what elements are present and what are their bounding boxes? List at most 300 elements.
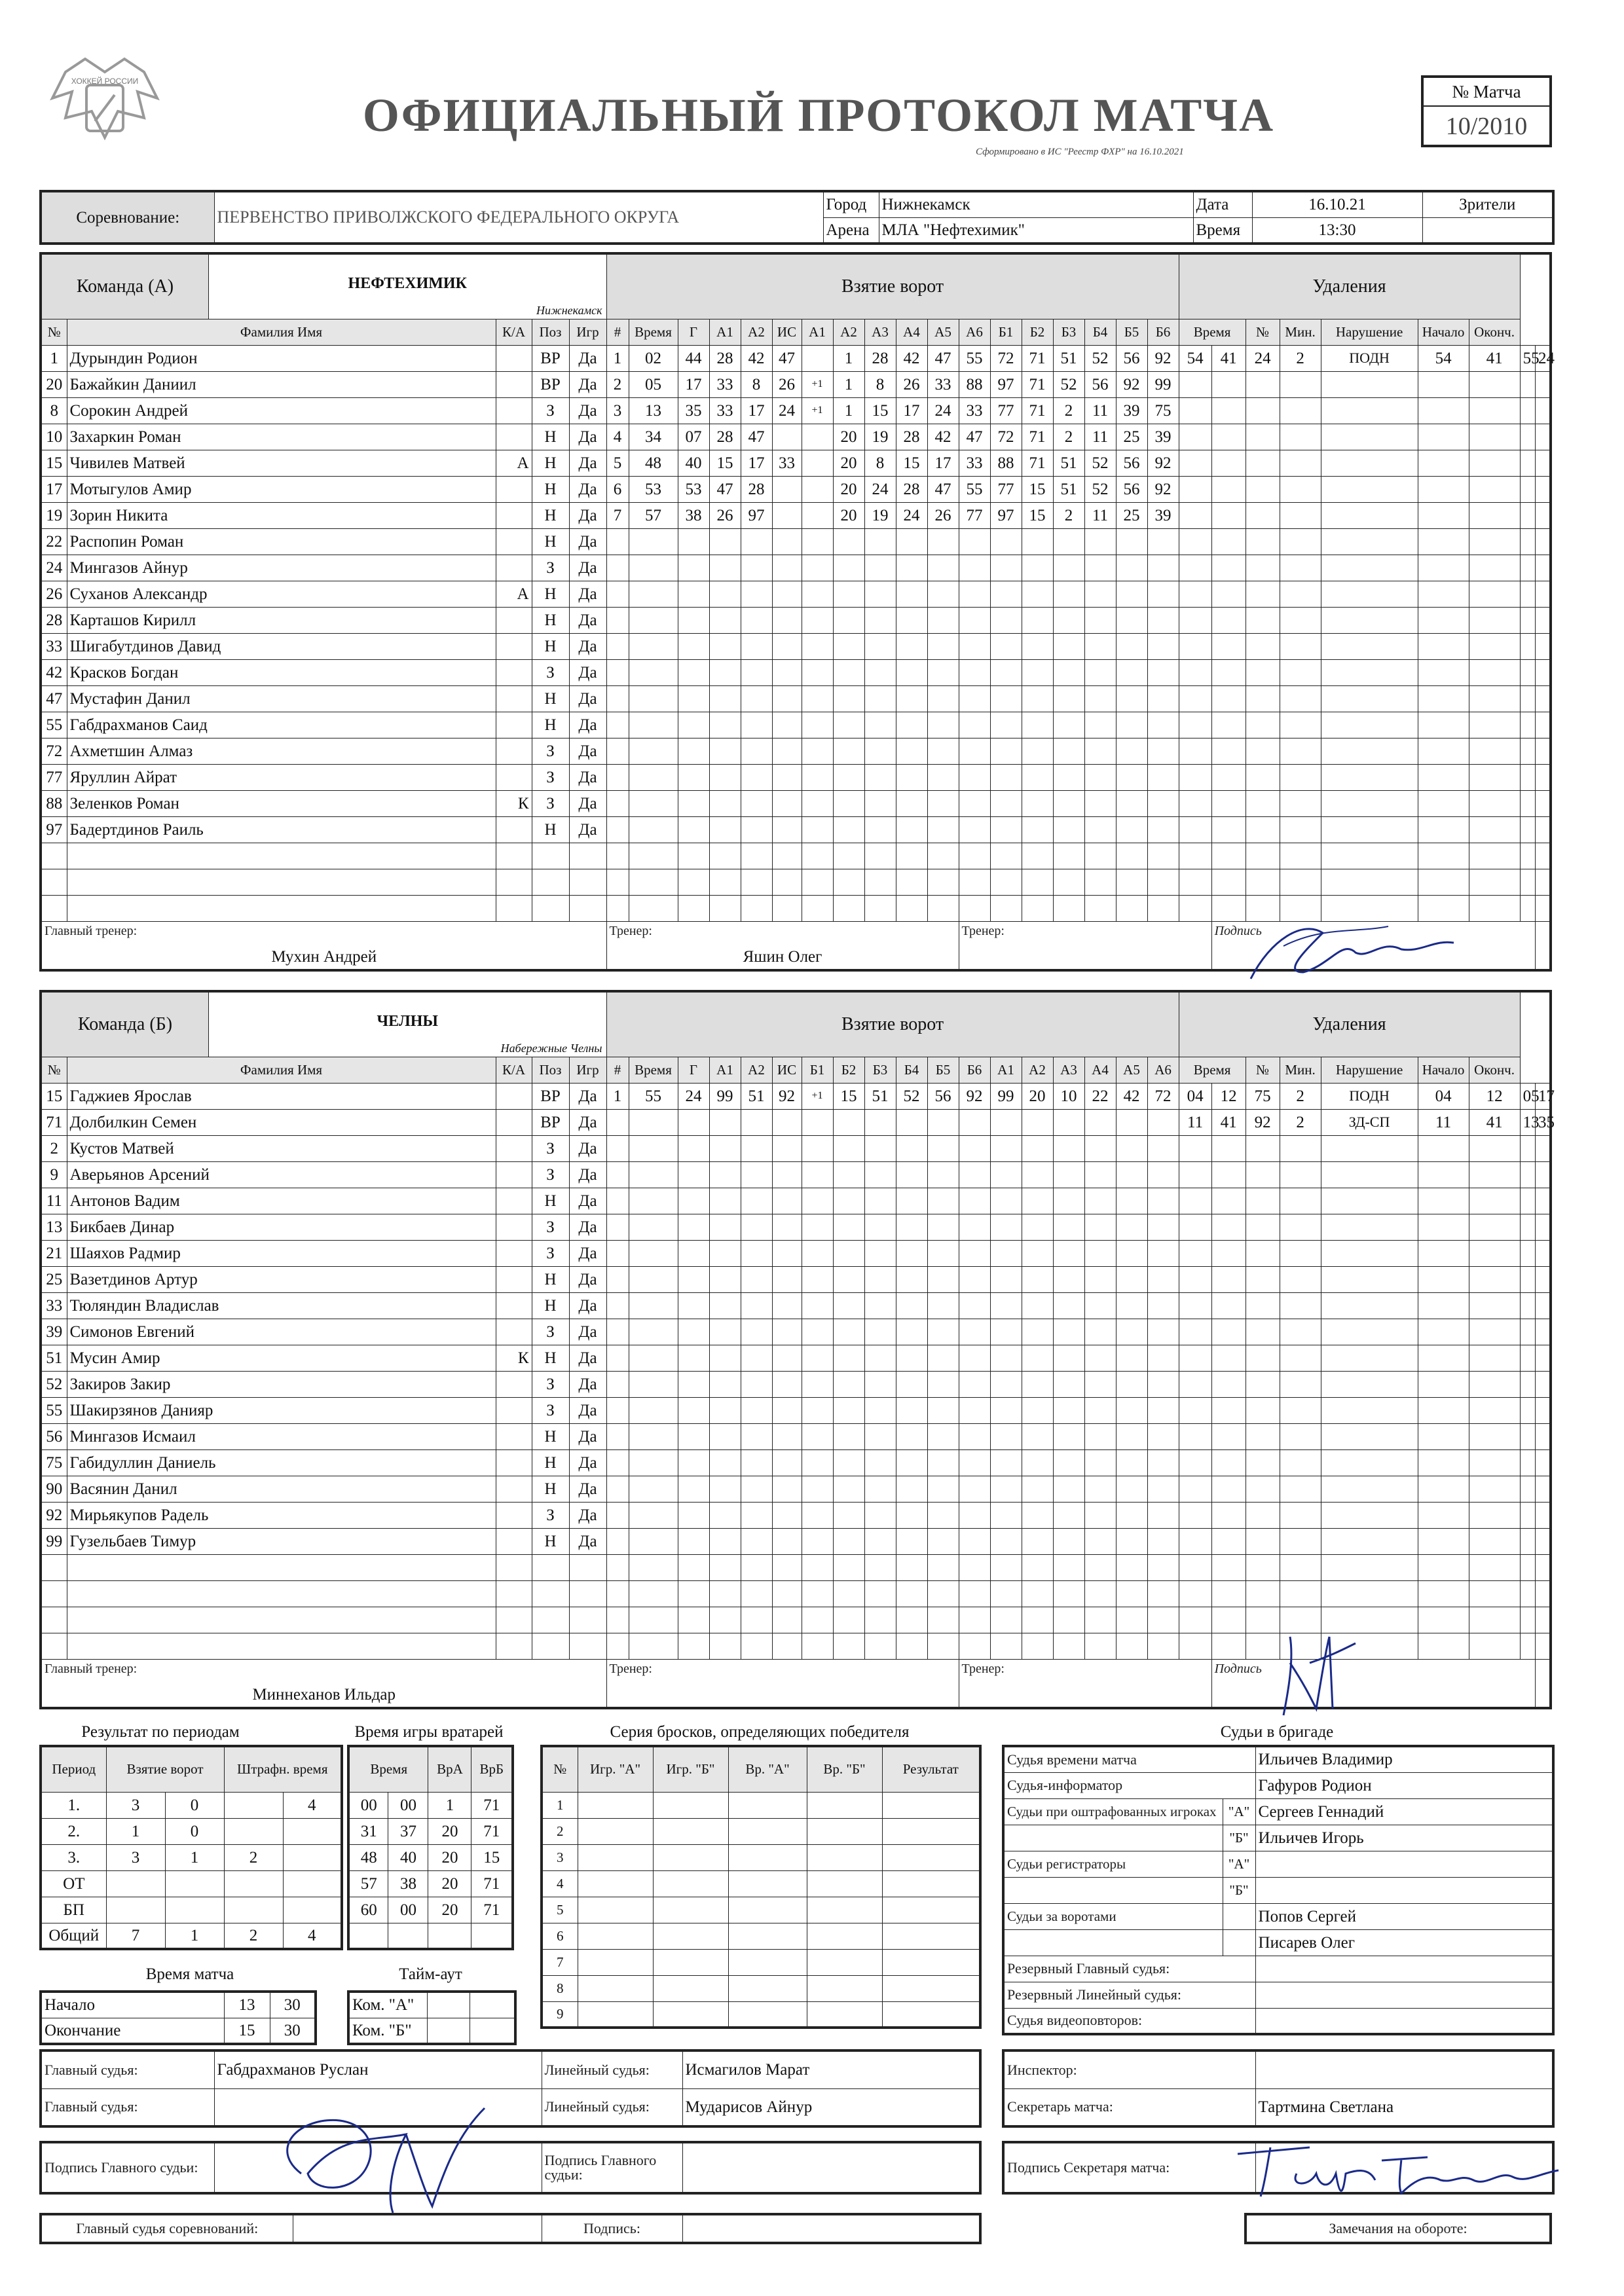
penalty-cell-empty <box>1246 1397 1280 1423</box>
shootout-cell <box>882 1949 980 1975</box>
goal-cell: 97 <box>990 502 1022 528</box>
goal-cell-empty <box>990 1580 1022 1607</box>
player-number: 97 <box>41 816 67 843</box>
goal-cell-empty <box>629 1188 678 1214</box>
team-label-cell <box>41 991 606 1057</box>
timeout-title: Тайм-аут <box>399 1965 462 1983</box>
shootout-cell <box>653 1818 728 1844</box>
goal-cell-empty <box>1116 1397 1147 1423</box>
goal-cell-empty <box>990 712 1022 738</box>
goal-cell-empty <box>990 555 1022 581</box>
goal-cell-empty <box>606 1423 629 1449</box>
signature-main-referee <box>262 2095 524 2219</box>
goal-cell-empty <box>772 607 802 633</box>
shootout-cell <box>882 1923 980 1949</box>
goal-cell-empty <box>1116 1449 1147 1476</box>
penalty-cell-empty <box>1469 1633 1520 1659</box>
player-played: Да <box>569 633 606 659</box>
coach-label: Тренер: <box>609 923 652 938</box>
goal-cell-empty <box>606 1502 629 1528</box>
penalty-cell-empty <box>1179 1319 1211 1345</box>
penalty-cell-empty <box>1418 607 1469 633</box>
referee-name <box>1255 1877 1553 1903</box>
player-played: Да <box>569 764 606 790</box>
player-name: Антонов Вадим <box>67 1188 496 1214</box>
penalty-cell-empty <box>1520 581 1535 607</box>
goal-cell-empty <box>678 1502 709 1528</box>
goal-cell: 55 <box>959 345 990 371</box>
penalty-cell-empty <box>1179 1449 1211 1476</box>
goal-cell-empty <box>864 1345 896 1371</box>
penalty-cell-empty <box>1280 685 1321 712</box>
goal-cell-empty <box>678 1266 709 1292</box>
goal-cell-empty <box>990 1345 1022 1371</box>
shootout-header: Игр. "А" <box>578 1746 653 1792</box>
shootout-cell <box>807 1870 882 1897</box>
penalty-cell-empty <box>1536 1135 1551 1161</box>
col-header: Мин. <box>1280 319 1321 345</box>
goal-cell-empty <box>772 816 802 843</box>
goal-cell: 25 <box>1116 424 1147 450</box>
city-label: Город <box>823 191 879 217</box>
referee-role: Судья-информатор <box>1003 1772 1255 1798</box>
player-position: ВР <box>532 1083 569 1109</box>
penalty-cell-empty <box>1520 816 1535 843</box>
goal-cell-empty <box>896 712 927 738</box>
penalty-cell-empty <box>1418 764 1469 790</box>
goal-cell-empty <box>833 528 864 555</box>
goal-cell-empty <box>741 1554 772 1580</box>
goal-cell: 33 <box>709 371 741 397</box>
goal-cell-empty <box>990 528 1022 555</box>
goal-cell-empty <box>772 633 802 659</box>
goal-cell-empty <box>1053 1240 1084 1266</box>
player-role <box>496 1528 532 1554</box>
goal-cell-empty <box>833 685 864 712</box>
empty-cell <box>67 1633 496 1659</box>
penalty-cell-empty <box>1211 1502 1246 1528</box>
goal-cell-empty <box>606 843 629 869</box>
player-played: Да <box>569 528 606 555</box>
penalty-cell: ЗД-СП <box>1321 1109 1418 1135</box>
goal-cell-empty <box>709 1266 741 1292</box>
goal-cell: 28 <box>709 424 741 450</box>
goal-cell-empty <box>1147 1214 1179 1240</box>
goal-cell-empty <box>927 1188 959 1214</box>
end-label: Окончание <box>41 2018 224 2044</box>
goal-cell-empty <box>1116 1580 1147 1607</box>
penalty-cell-empty <box>1418 1607 1469 1633</box>
player-role <box>496 555 532 581</box>
goal-cell-empty <box>990 1607 1022 1633</box>
player-position: Н <box>532 816 569 843</box>
goal-cell-empty <box>1116 738 1147 764</box>
player-position: Н <box>532 1449 569 1476</box>
player-number: 33 <box>41 633 67 659</box>
goal-cell-empty <box>1116 1109 1147 1135</box>
shootout-header: Вр. "А" <box>728 1746 807 1792</box>
goal-cell-empty <box>990 1371 1022 1397</box>
player-position: З <box>532 738 569 764</box>
goal-cell-empty <box>772 1476 802 1502</box>
goal-cell-empty <box>772 869 802 895</box>
goal-cell: 92 <box>959 1083 990 1109</box>
penalty-cell-empty <box>1280 1449 1321 1476</box>
player-name: Габдрахманов Саид <box>67 712 496 738</box>
penalty-cell: 54 <box>1418 345 1469 371</box>
goal-cell-empty <box>927 528 959 555</box>
shootout-cell <box>653 2001 728 2028</box>
player-played: Да <box>569 1371 606 1397</box>
player-row <box>41 528 1551 555</box>
player-played: Да <box>569 555 606 581</box>
goal-cell-empty <box>772 1423 802 1449</box>
goal-cell-empty <box>629 1502 678 1528</box>
goal-cell-empty <box>896 581 927 607</box>
goal-cell-empty <box>1084 1371 1116 1397</box>
player-row <box>41 1528 1551 1554</box>
penalty-cell-empty <box>1246 1188 1280 1214</box>
penalty-cell-empty <box>1418 1214 1469 1240</box>
goal-cell-empty <box>1084 1319 1116 1345</box>
penalty-cell-empty <box>1321 1135 1418 1161</box>
goal-cell-empty <box>1084 1292 1116 1319</box>
goal-cell-empty <box>864 1161 896 1188</box>
player-name: Захаркин Роман <box>67 424 496 450</box>
penalty-cell-empty <box>1469 1580 1520 1607</box>
penalty-cell-empty <box>1211 555 1246 581</box>
penalty-cell-empty <box>1520 1633 1535 1659</box>
goal-cell-empty <box>1147 685 1179 712</box>
empty-cell <box>532 895 569 921</box>
penalty-cell-empty <box>1211 1607 1246 1633</box>
goal-cell-empty <box>1053 1345 1084 1371</box>
goal-cell-empty <box>1116 1266 1147 1292</box>
goal-cell-empty <box>802 1266 833 1292</box>
goal-cell-empty <box>1053 1607 1084 1633</box>
signature-label: Подпись <box>1214 1661 1262 1676</box>
goal-cell-empty <box>802 738 833 764</box>
penalty-cell-empty <box>1536 1476 1551 1502</box>
goal-cell-empty <box>927 1580 959 1607</box>
period-cell <box>224 1818 283 1844</box>
goal-cell-empty <box>678 1397 709 1423</box>
penalty-cell: 12 <box>1211 1083 1246 1109</box>
goal-cell: 77 <box>959 502 990 528</box>
player-played: Да <box>569 1476 606 1502</box>
goal-cell-empty <box>606 1188 629 1214</box>
goal-cell-empty <box>678 659 709 685</box>
goal-cell-empty <box>1147 1423 1179 1449</box>
goal-cell-empty <box>927 1292 959 1319</box>
penalty-cell: 2 <box>1280 1109 1321 1135</box>
player-position: З <box>532 1319 569 1345</box>
penalty-cell-empty <box>1246 1423 1280 1449</box>
penalty-cell-empty <box>1520 712 1535 738</box>
goal-cell-empty <box>1053 895 1084 921</box>
goal-cell <box>802 424 833 450</box>
goal-cell-empty <box>990 1633 1022 1659</box>
penalty-cell-empty <box>1520 450 1535 476</box>
penalty-cell-empty <box>1211 581 1246 607</box>
player-role <box>496 1266 532 1292</box>
goal-cell-empty <box>1147 555 1179 581</box>
col-header: К/А <box>496 319 532 345</box>
goal-cell-empty <box>772 712 802 738</box>
goal-cell-empty <box>709 1319 741 1345</box>
penalty-cell-empty <box>1520 1607 1535 1633</box>
goal-cell-empty <box>959 1607 990 1633</box>
player-number: 24 <box>41 555 67 581</box>
goal-cell-empty <box>896 1580 927 1607</box>
shootout-cell <box>882 1975 980 2001</box>
goal-cell-empty <box>959 738 990 764</box>
col-header: А6 <box>959 319 990 345</box>
goal-cell-empty <box>606 1580 629 1607</box>
referee-role: Судьи при оштрафованных игроках <box>1003 1798 1223 1825</box>
goal-cell-empty <box>1022 1528 1053 1554</box>
player-played: Да <box>569 1397 606 1423</box>
goal-cell-empty <box>678 816 709 843</box>
goalie-h-vrb: ВрБ <box>471 1746 513 1792</box>
goal-cell-empty <box>1022 843 1053 869</box>
penalty-cell-empty <box>1321 607 1418 633</box>
penalty-cell-empty <box>1469 371 1520 397</box>
player-row <box>41 1319 1551 1345</box>
penalty-cell-empty <box>1469 1528 1520 1554</box>
empty-cell <box>496 1580 532 1607</box>
shootout-cell <box>728 1844 807 1870</box>
goal-cell-empty <box>990 1266 1022 1292</box>
goal-cell: 72 <box>1147 1083 1179 1109</box>
goal-cell-empty <box>1147 764 1179 790</box>
referee-role: Судья времени матча <box>1003 1746 1255 1772</box>
goal-cell: 1 <box>833 397 864 424</box>
goal-cell-empty <box>772 659 802 685</box>
goal-cell-empty <box>833 1161 864 1188</box>
goal-cell: 44 <box>678 345 709 371</box>
penalty-cell-empty <box>1536 502 1551 528</box>
player-role <box>496 424 532 450</box>
goal-cell-empty <box>709 1371 741 1397</box>
goal-cell-empty <box>959 1109 990 1135</box>
col-header: Поз <box>532 1057 569 1083</box>
goal-cell-empty <box>1147 1345 1179 1371</box>
goal-cell-empty <box>927 816 959 843</box>
goal-cell-empty <box>896 1266 927 1292</box>
goal-cell-empty <box>1116 1214 1147 1240</box>
goal-cell-empty <box>990 581 1022 607</box>
goal-cell-empty <box>1147 1607 1179 1633</box>
goal-cell: 92 <box>1147 450 1179 476</box>
penalty-cell-empty <box>1536 1528 1551 1554</box>
penalty-cell-empty <box>1469 1502 1520 1528</box>
goal-cell-empty <box>927 1319 959 1345</box>
fhr-logo <box>39 46 170 177</box>
goal-cell-empty <box>1022 1554 1053 1580</box>
goal-cell-empty <box>678 607 709 633</box>
penalty-cell-empty <box>1179 1554 1211 1580</box>
shootout-header: Результат <box>882 1746 980 1792</box>
player-played: Да <box>569 1319 606 1345</box>
goal-cell-empty <box>741 555 772 581</box>
goal-cell-empty <box>1053 685 1084 712</box>
period-cell: 7 <box>106 1923 165 1949</box>
goal-cell-empty <box>1116 581 1147 607</box>
penalty-cell-empty <box>1280 1423 1321 1449</box>
team-label: Команда (Б) <box>42 993 209 1057</box>
referee-name: Ильичев Владимир <box>1255 1746 1553 1772</box>
goal-cell-empty <box>1116 843 1147 869</box>
goal-cell-empty <box>709 1292 741 1319</box>
goal-cell-empty <box>1084 1135 1116 1161</box>
player-row <box>41 424 1551 450</box>
col-header: А1 <box>802 319 833 345</box>
goal-cell-empty <box>990 1161 1022 1188</box>
goal-cell-empty <box>1116 1161 1147 1188</box>
goal-cell-empty <box>606 1319 629 1345</box>
player-number: 9 <box>41 1161 67 1188</box>
goal-cell-empty <box>1147 895 1179 921</box>
goal-cell-empty <box>990 659 1022 685</box>
goal-cell: 07 <box>678 424 709 450</box>
goal-cell: 24 <box>896 502 927 528</box>
shootout-cell <box>728 1923 807 1949</box>
player-position: Н <box>532 528 569 555</box>
goal-cell: 42 <box>741 345 772 371</box>
player-number: 39 <box>41 1319 67 1345</box>
col-header: А2 <box>741 319 772 345</box>
penalty-cell-empty <box>1520 1580 1535 1607</box>
penalty-cell-empty <box>1280 1319 1321 1345</box>
goalie-cell <box>471 1923 513 1949</box>
goal-cell-empty <box>1053 1292 1084 1319</box>
penalty-cell-empty <box>1321 371 1418 397</box>
col-header: Б4 <box>1084 319 1116 345</box>
goal-cell-empty <box>959 685 990 712</box>
goal-cell-empty <box>629 1135 678 1161</box>
goal-cell-empty <box>864 712 896 738</box>
penalty-cell-empty <box>1536 581 1551 607</box>
goal-cell-empty <box>864 843 896 869</box>
penalty-cell-empty <box>1179 528 1211 555</box>
goal-cell-empty <box>678 1240 709 1266</box>
goal-cell-empty <box>709 1580 741 1607</box>
goal-cell-empty <box>864 1580 896 1607</box>
goal-cell-empty <box>741 633 772 659</box>
goal-cell: 56 <box>1116 345 1147 371</box>
goal-cell-empty <box>1053 528 1084 555</box>
penalty-cell-empty <box>1179 450 1211 476</box>
goal-cell-empty <box>1116 1240 1147 1266</box>
goal-cell: 92 <box>1147 345 1179 371</box>
player-name: Мингазов Исмаил <box>67 1423 496 1449</box>
period-cell <box>165 1870 224 1897</box>
goal-cell-empty <box>709 1135 741 1161</box>
goal-cell-empty <box>1053 1397 1084 1423</box>
referee-role: Резервный Главный судья: <box>1003 1956 1255 1982</box>
goal-cell-empty <box>741 816 772 843</box>
goal-cell-empty <box>1084 816 1116 843</box>
goal-cell-empty <box>629 1161 678 1188</box>
player-name: Бадертдинов Раиль <box>67 816 496 843</box>
player-row <box>41 1423 1551 1449</box>
penalty-cell-empty <box>1536 790 1551 816</box>
goal-cell-empty <box>1022 1266 1053 1292</box>
player-role <box>496 1161 532 1188</box>
col-header: № <box>1246 319 1280 345</box>
penalty-cell-empty <box>1211 1292 1246 1319</box>
period-cell <box>224 1792 283 1818</box>
player-position: Н <box>532 1423 569 1449</box>
goal-cell-empty <box>802 1554 833 1580</box>
goal-cell: 25 <box>1116 502 1147 528</box>
penalty-cell: 2 <box>1280 1083 1321 1109</box>
penalty-cell-empty <box>1246 1449 1280 1476</box>
goal-cell-empty <box>802 1449 833 1476</box>
penalty-cell-empty <box>1536 424 1551 450</box>
goal-cell-empty <box>606 895 629 921</box>
penalty-cell-empty <box>1469 555 1520 581</box>
penalty-cell-empty <box>1179 1580 1211 1607</box>
shootout-cell <box>578 1818 653 1844</box>
penalty-cell-empty <box>1211 1345 1246 1371</box>
goal-cell-empty <box>927 1371 959 1397</box>
goal-cell-empty <box>678 1423 709 1449</box>
shootout-cell <box>578 1949 653 1975</box>
penalty-cell-empty <box>1418 1554 1469 1580</box>
goal-cell-empty <box>1084 1449 1116 1476</box>
date: 16.10.21 <box>1252 191 1422 217</box>
penalty-cell-empty <box>1321 633 1418 659</box>
player-row <box>41 1161 1551 1188</box>
goal-cell-empty <box>959 1266 990 1292</box>
player-played: Да <box>569 1345 606 1371</box>
notes-table <box>1244 2213 1552 2244</box>
penalty-cell-empty <box>1418 1319 1469 1345</box>
match-info-table <box>39 190 1555 245</box>
player-position: Н <box>532 685 569 712</box>
goal-cell: 24 <box>678 1083 709 1109</box>
coach2-label: Тренер: <box>961 923 1005 938</box>
goalie-cell: 00 <box>388 1897 428 1923</box>
goal-cell-empty <box>1022 633 1053 659</box>
goal-cell: 42 <box>927 424 959 450</box>
goal-cell-empty <box>1116 764 1147 790</box>
goal-cell-empty <box>896 555 927 581</box>
penalty-cell-empty <box>1211 397 1246 424</box>
team-city: Набережные Челны <box>500 1041 602 1055</box>
goal-cell-empty <box>1022 764 1053 790</box>
player-role <box>496 1214 532 1240</box>
goal-cell-empty <box>864 528 896 555</box>
line-ref-1: Исмагилов Марат <box>682 2050 980 2088</box>
player-name: Красков Богдан <box>67 659 496 685</box>
goal-cell-empty <box>927 1266 959 1292</box>
player-role <box>496 816 532 843</box>
goal-cell-empty <box>709 1345 741 1371</box>
goal-cell-empty <box>959 607 990 633</box>
col-header: А1 <box>709 319 741 345</box>
goal-cell-empty <box>833 1292 864 1319</box>
goal-cell-empty <box>606 1633 629 1659</box>
empty-cell <box>67 1554 496 1580</box>
goal-cell-empty <box>629 869 678 895</box>
goal-cell-empty <box>864 581 896 607</box>
penalty-cell-empty <box>1246 738 1280 764</box>
player-played: Да <box>569 1109 606 1135</box>
player-row <box>41 738 1551 764</box>
